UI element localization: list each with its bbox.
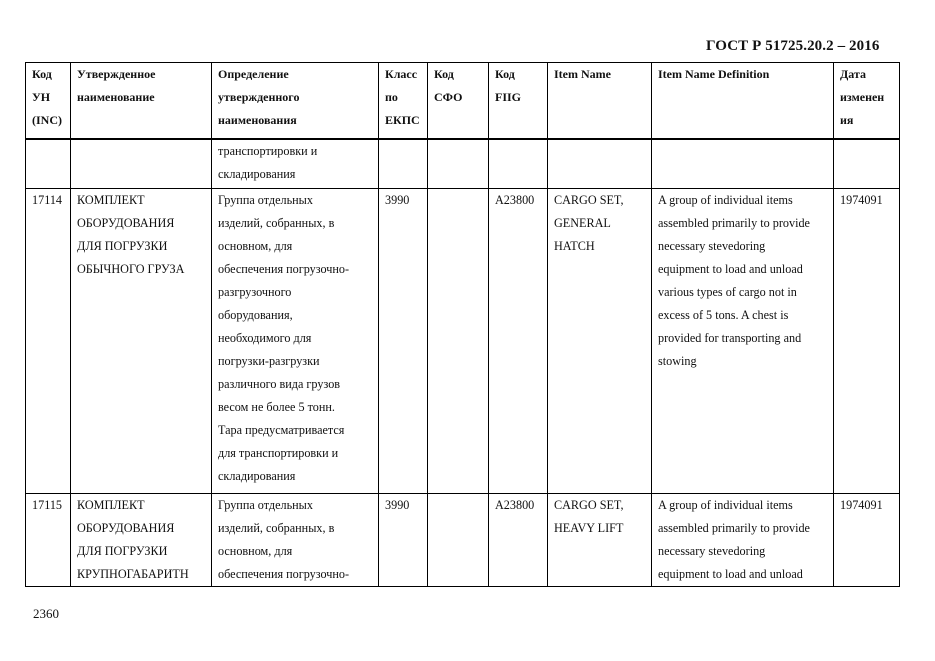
standard-title: ГОСТ Р 51725.20.2 – 2016 [706, 38, 880, 54]
cell-date: 1974091 [834, 494, 900, 587]
cell-item-name: CARGO SET, HEAVY LIFT [548, 494, 652, 587]
table-header-row [26, 63, 900, 139]
header-item-name-definition: Item Name Definition [652, 63, 834, 139]
cell-date: 1974091 [834, 189, 900, 494]
cell-item-name [548, 139, 652, 189]
header-fiig: Код FIIG [489, 63, 548, 139]
cell-code: 17115 [26, 494, 71, 587]
header-change-date: Дата изменен ия [834, 63, 900, 139]
header-item-name: Item Name [548, 63, 652, 139]
header-code-inc: Код УН (INC) [26, 63, 71, 139]
cell-class: 3990 [379, 494, 428, 587]
cell-item-name: CARGO SET, GENERAL HATCH [548, 189, 652, 494]
cell-item-definition [652, 139, 834, 189]
cell-definition: транспортировки и складирования [212, 139, 379, 189]
cell-name: КОМПЛЕКТ ОБОРУДОВАНИЯ ДЛЯ ПОГРУЗКИ КРУПНОГАБАРИТН [71, 494, 212, 587]
table-row [26, 189, 900, 494]
cell-name: КОМПЛЕКТ ОБОРУДОВАНИЯ ДЛЯ ПОГРУЗКИ ОБЫЧНОГО ГРУЗА [71, 189, 212, 494]
cell-sfo [428, 189, 489, 494]
cell-code: 17114 [26, 189, 71, 494]
cell-name [71, 139, 212, 189]
cell-date [834, 139, 900, 189]
cell-item-definition: A group of individual items assembled primarily to provide necessary stevedoring equipment to load and unload [652, 494, 834, 587]
cell-class: 3990 [379, 189, 428, 494]
cell-definition: Группа отдельных изделий, собранных, в основном, для обеспечения погрузочно- разгрузочного оборудования, необходимого для погрузки-разгрузки различного вида грузов весом не более 5 тонн. Тара предусматривается для транспортировки и складирования [212, 189, 379, 494]
cell-code [26, 139, 71, 189]
header-class: Класс по ЕКПС [379, 63, 428, 139]
table-row [26, 139, 900, 189]
cell-item-definition: A group of individual items assembled primarily to provide necessary stevedoring equipment to load and unload various types of cargo not in excess of 5 tons. A chest is provided for transporting and stowing [652, 189, 834, 494]
cell-sfo [428, 139, 489, 189]
cell-fiig [489, 139, 548, 189]
page-number: 2360 [33, 606, 59, 621]
cell-class [379, 139, 428, 189]
header-sfo: Код СФО [428, 63, 489, 139]
table-row [26, 494, 900, 587]
cell-definition: Группа отдельных изделий, собранных, в основном, для обеспечения погрузочно- [212, 494, 379, 587]
cell-fiig: A23800 [489, 494, 548, 587]
items-table [25, 62, 900, 587]
cell-sfo [428, 494, 489, 587]
cell-fiig: A23800 [489, 189, 548, 494]
header-approved-name: Утвержденное наименование [71, 63, 212, 139]
header-definition: Определение утвержденного наименования [212, 63, 379, 139]
